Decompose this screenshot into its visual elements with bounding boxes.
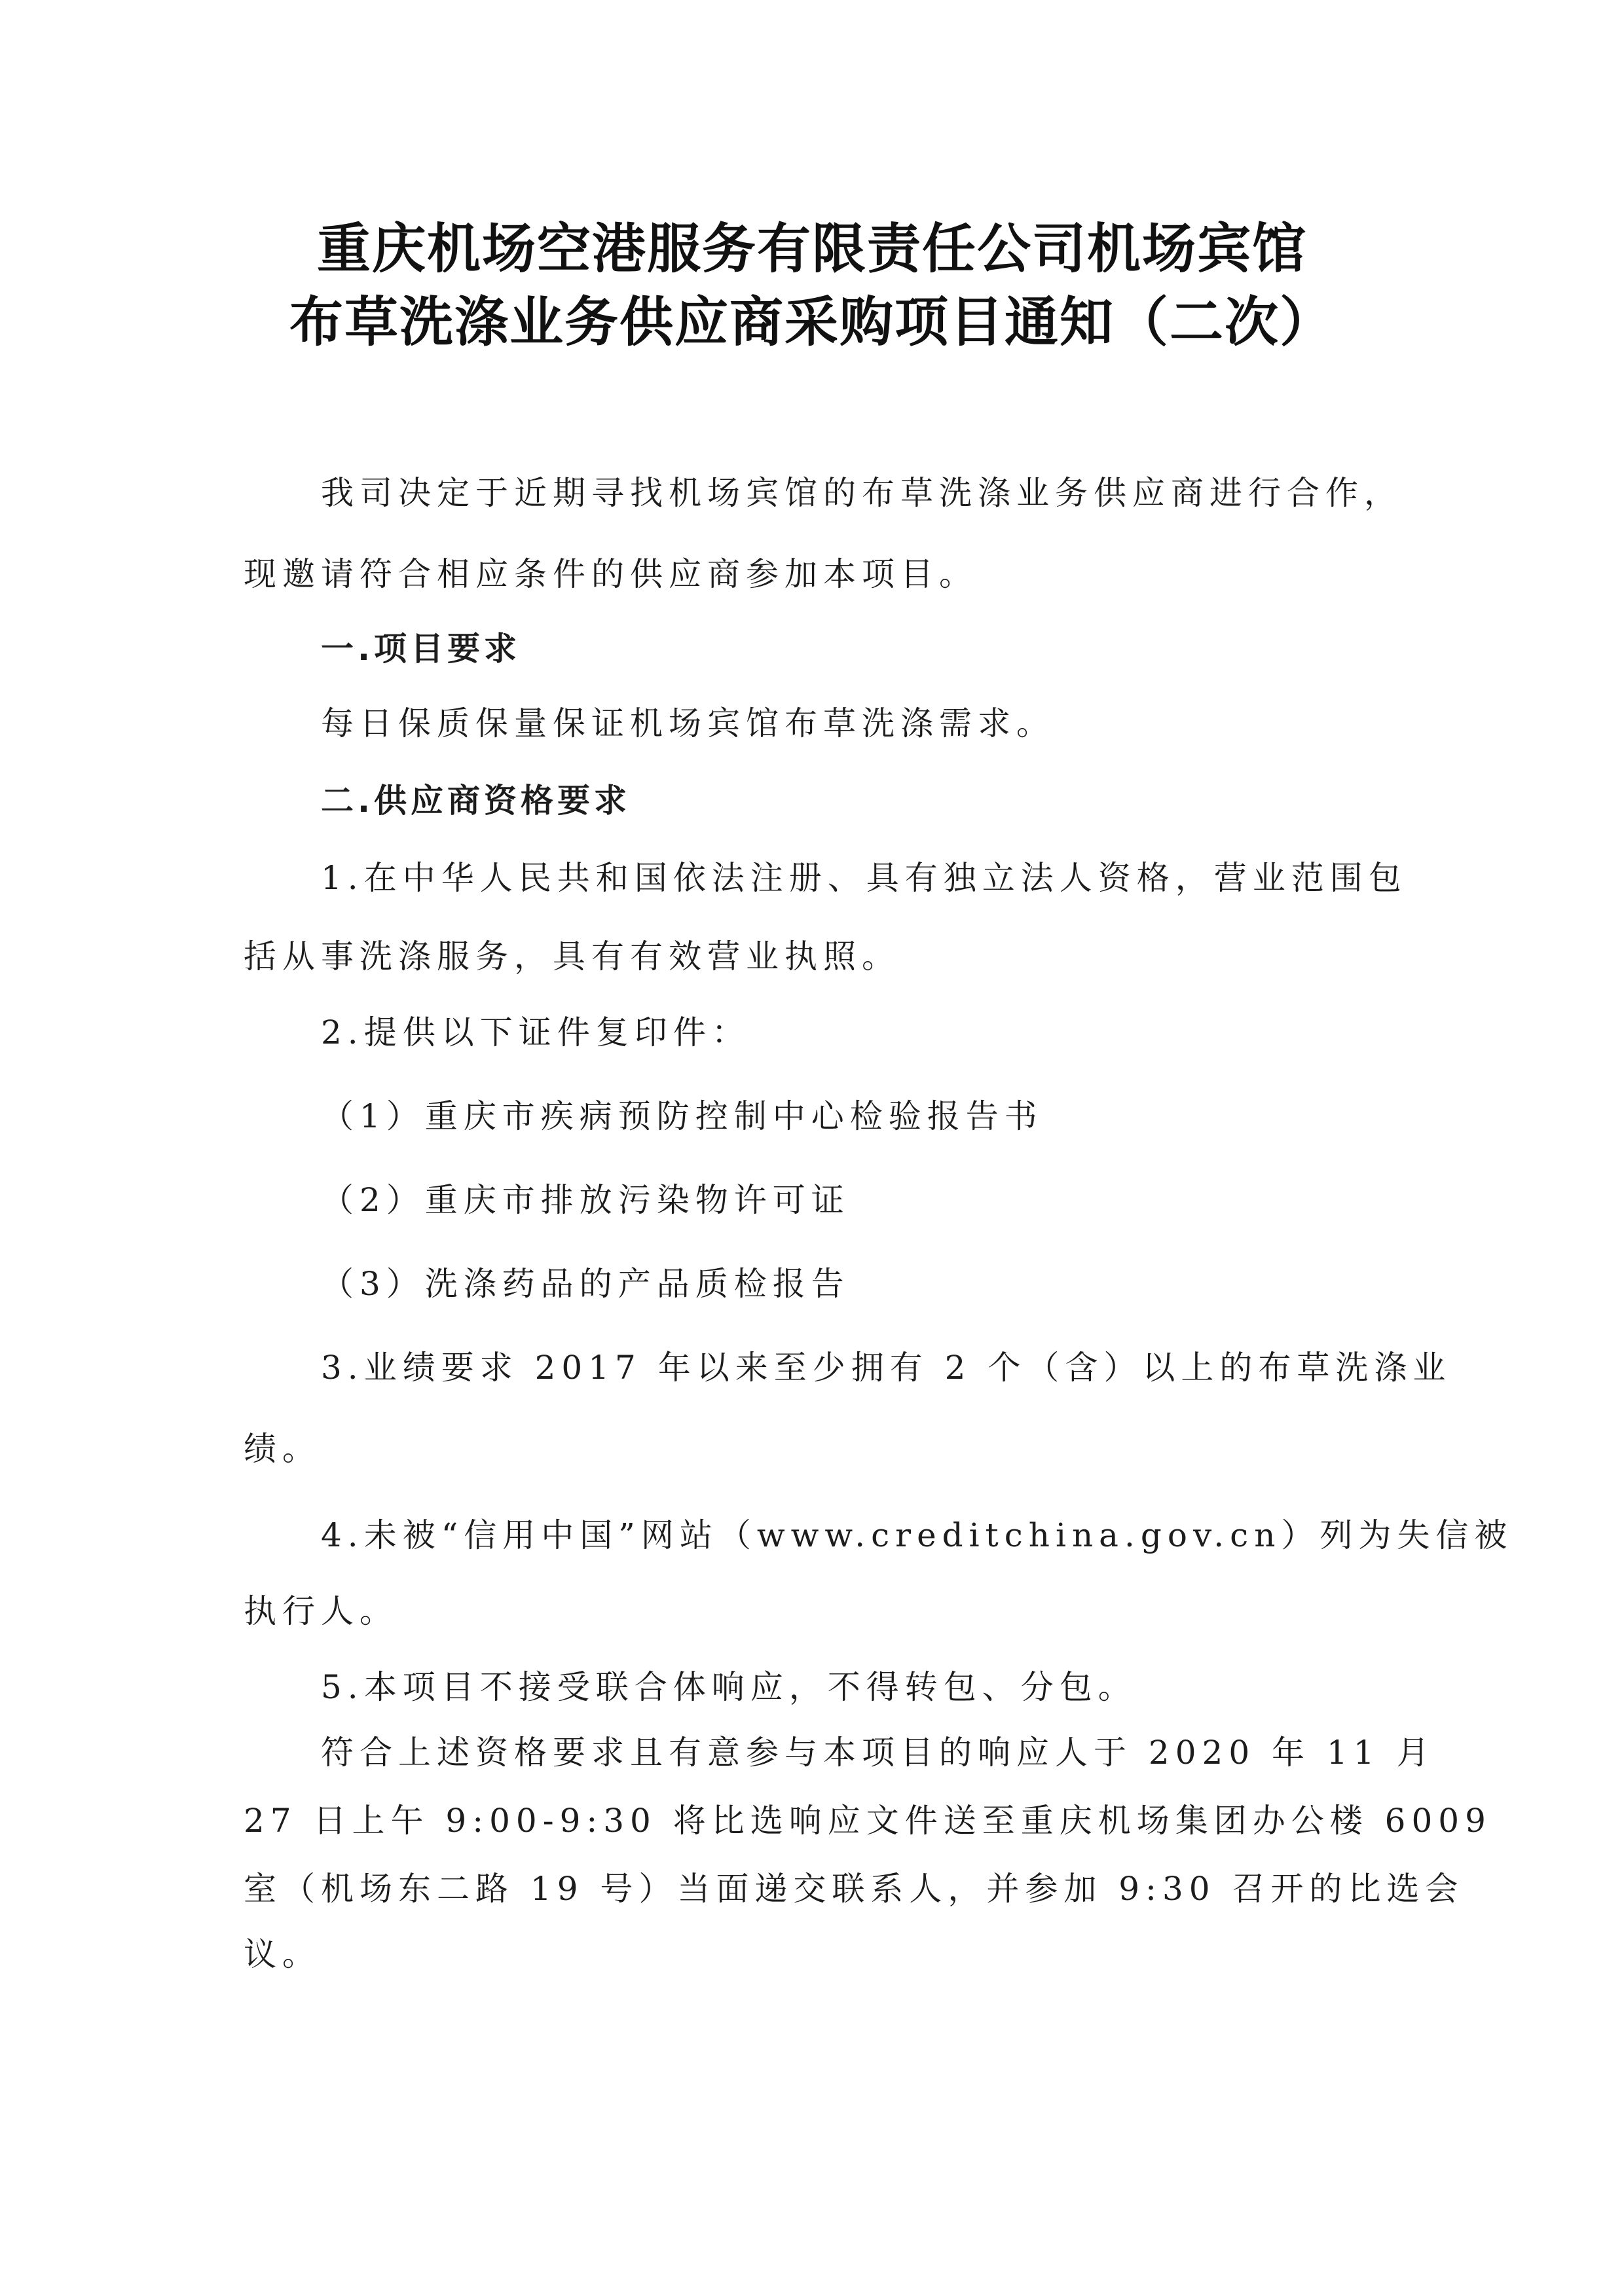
section-2-heading: 二.供应商资格要求 (321, 782, 631, 820)
requirement-4-line-1: 4.未被“信用中国”网站（www.creditchina.gov.cn）列为失信被 (321, 1516, 1513, 1554)
requirement-1-line-1: 1.在中华人民共和国依法注册、具有独立法人资格，营业范围包 (321, 859, 1407, 897)
requirement-3-line-1: 3.业绩要求 2017 年以来至少拥有 2 个（含）以上的布草洗涤业 (321, 1349, 1452, 1387)
requirement-3-line-2: 绩。 (244, 1430, 321, 1468)
section-1-heading: 一.项目要求 (321, 630, 521, 668)
requirement-2-item-2: （2）重庆市排放污染物许可证 (321, 1181, 850, 1219)
closing-paragraph-line-4: 议。 (244, 1935, 321, 1973)
closing-paragraph-line-3: 室（机场东二路 19 号）当面递交联系人，并参加 9:30 召开的比选会 (244, 1870, 1464, 1908)
closing-paragraph-line-1: 符合上述资格要求且有意参与本项目的响应人于 2020 年 11 月 (321, 1734, 1435, 1772)
closing-paragraph-line-2: 27 日上午 9:00-9:30 将比选响应文件送至重庆机场集团办公楼 6009 (244, 1802, 1492, 1840)
document-title-line-2: 布草洗涤业务供应商采购项目通知（二次） (289, 291, 1335, 354)
document-title-line-1: 重庆机场空港服务有限责任公司机场宾馆 (316, 218, 1307, 280)
requirement-2-item-1: （1）重庆市疾病预防控制中心检验报告书 (321, 1097, 1043, 1135)
requirement-1-line-2: 括从事洗涤服务，具有有效营业执照。 (244, 938, 900, 975)
requirement-2-item-3: （3）洗涤药品的产品质检报告 (321, 1265, 850, 1303)
intro-paragraph-line-2: 现邀请符合相应条件的供应商参加本项目。 (244, 555, 978, 593)
intro-paragraph-line-1: 我司决定于近期寻找机场宾馆的布草洗涤业务供应商进行合作， (321, 474, 1403, 512)
requirement-2: 2.提供以下证件复印件： (321, 1013, 750, 1051)
requirement-5: 5.本项目不接受联合体响应，不得转包、分包。 (321, 1668, 1137, 1706)
requirement-4-line-2: 执行人。 (244, 1592, 398, 1630)
section-1-text: 每日保质保量保证机场宾馆布草洗涤需求。 (321, 704, 1055, 742)
